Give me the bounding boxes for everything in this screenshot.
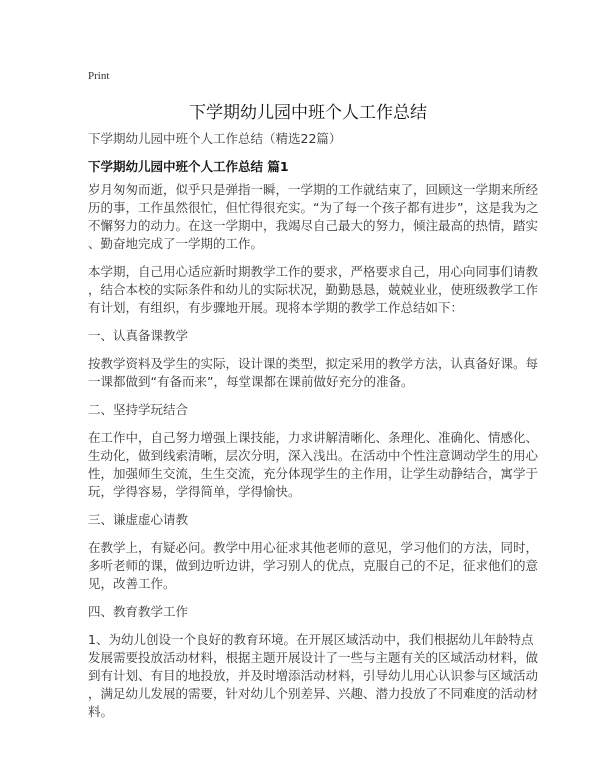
article-content [88,181,539,721]
paragraph-line: 岁月匆匆而逝，似乎只是弹指一瞬，一学期的工作就结束了，回顾这一学期来所经 [88,182,539,197]
paragraph-line: 按教学资料及学生的实际，设计课的类型，拟定采用的教学方法，认真备好课。每 [88,356,539,371]
paragraph-line: 见，改善工作。 [88,576,176,591]
paragraph [88,631,539,721]
paragraph-line: 一课都做到“有备而来”，每堂课都在课前做好充分的准备。 [88,374,414,389]
section-heading: 二、坚持学玩结合 [88,402,189,417]
paragraph-line: 玩，学得容易，学得简单，学得愉快。 [88,484,301,499]
paragraph-line: 料。 [88,704,114,719]
paragraph [88,263,539,317]
paragraph-line: 本学期，自己用心适应新时期教学工作的要求，严格要求自己，用心向同事们请教 [88,264,539,279]
paragraph-line: 、勤奋地完成了一学期的工作。 [88,236,264,251]
paragraph [88,539,539,593]
print-link[interactable]: Print [88,70,110,82]
paragraph-line: 发展需要投放活动材料，根据主题开展设计了一些与主题有关的区域活动材料，做 [88,650,539,665]
article-heading: 下学期幼儿园中班个人工作总结 篇1 [88,159,289,174]
document-subtitle: 下学期幼儿园中班个人工作总结（精选22篇） [88,131,342,146]
paragraph [88,181,539,253]
paragraph-line: 在教学上，有疑必问。教学中用心征求其他老师的意见，学习他们的方法，同时， [88,540,539,555]
section-heading: 三、谦虚虚心请教 [88,512,189,527]
paragraph-line: 历的事，工作虽然很忙，但忙得很充实。“为了每一个孩子都有进步”，这是我为之 [88,200,539,215]
section-heading: 一、认真备课教学 [88,328,189,343]
section-heading: 四、教育教学工作 [88,604,189,619]
paragraph-line: 在工作中，自己努力增强上课技能，力求讲解清晰化、条理化、准确化、情感化、 [88,430,539,445]
page-title: 下学期幼儿园中班个人工作总结 [189,103,427,123]
paragraph-line: 1、为幼儿创设一个良好的教育环境。在开展区域活动中，我们根据幼儿年龄特点 [88,632,534,647]
paragraph [88,355,539,391]
paragraph-line: 到有计划、有目的地投放，并及时增添活动材料，引导幼儿用心认识参与区域活动 [88,668,539,683]
paragraph-line: ，满足幼儿发展的需要，针对幼儿个别差异、兴趣、潜力投放了不同难度的活动材 [88,686,539,701]
document-body [88,130,539,731]
paragraph-line: ，结合本校的实际条件和幼儿的实际状况，勤勤恳恳，兢兢业业，使班级教学工作 [88,282,539,297]
paragraph-line: 有计划，有组织，有步骤地开展。现将本学期的教学工作总结如下： [88,300,464,315]
paragraph-line: 生动化，做到线索清晰，层次分明，深入浅出。在活动中个性注意调动学生的用心 [88,448,539,463]
paragraph-line: 多听老师的课，做到边听边讲，学习别人的优点，克服自己的不足，征求他们的意 [88,558,539,573]
paragraph [88,429,539,501]
paragraph-line: 不懈努力的动力。在这一学期中，我竭尽自己最大的努力，倾注最高的热情，踏实 [88,218,539,233]
paragraph-line: 性，加强师生交流，生生交流，充分体现学生的主作用，让学生动静结合，寓学于 [88,466,539,481]
